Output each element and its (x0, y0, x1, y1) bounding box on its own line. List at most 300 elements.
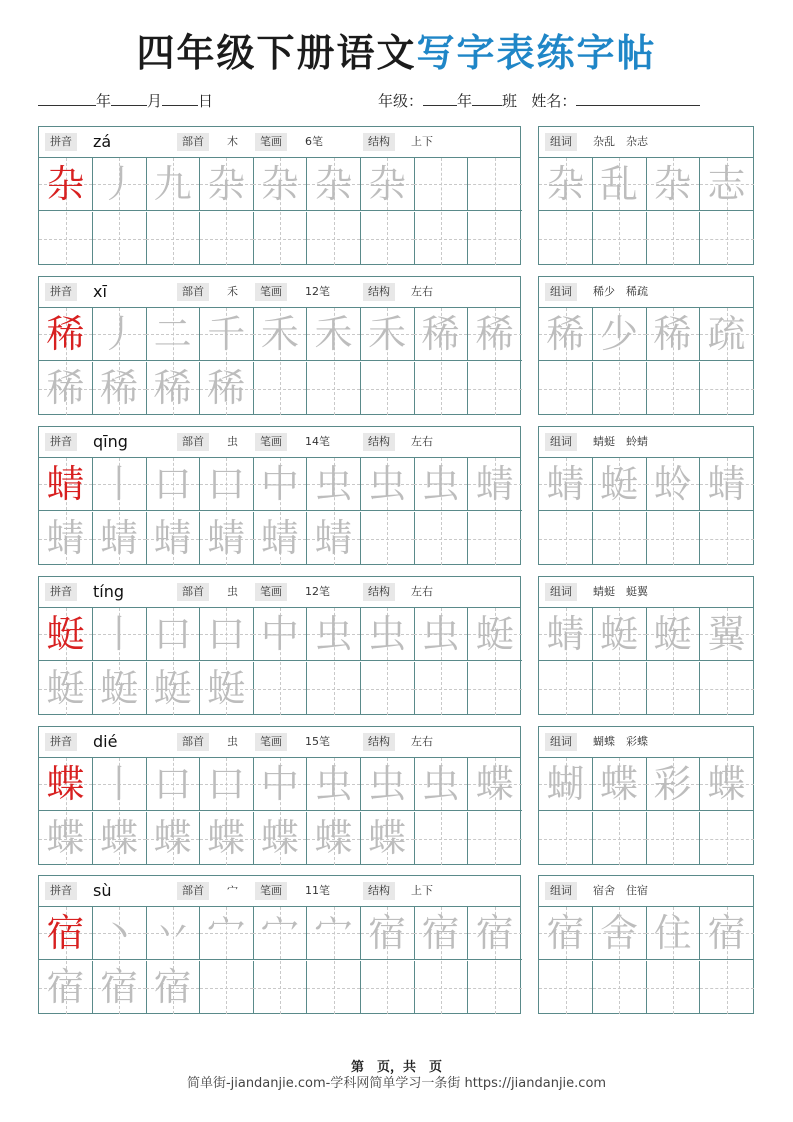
trace-char: 蜓 (100, 666, 139, 710)
practice-cell[interactable] (414, 308, 468, 361)
practice-cell[interactable] (307, 158, 361, 211)
structure-value: 左右 (411, 435, 433, 448)
pinyin-value: sù (93, 881, 112, 900)
practice-cell[interactable] (414, 608, 468, 661)
trace-char: 蝶 (314, 816, 353, 860)
words-header (539, 727, 753, 758)
strokes-value: 12笔 (305, 585, 330, 598)
words-header (539, 427, 753, 458)
char-info-header (39, 427, 520, 458)
word-trace-char: 蜻 (546, 612, 585, 656)
word-cell[interactable] (539, 512, 593, 565)
practice-cell[interactable] (93, 812, 147, 865)
trace-char: 蜻 (100, 516, 139, 560)
practice-cell[interactable] (93, 512, 147, 565)
strokes-value: 6笔 (305, 135, 323, 148)
word-cell[interactable] (646, 758, 700, 811)
word-trace-char: 宿 (546, 911, 585, 955)
structure-value: 上下 (411, 135, 433, 148)
words-value: 蝴蝶 彩蝶 (593, 735, 648, 748)
practice-cell[interactable] (361, 961, 415, 1014)
practice-cell[interactable] (146, 458, 200, 511)
practice-cell[interactable] (200, 758, 254, 811)
trace-char: 蜓 (153, 666, 192, 710)
words-value: 蜻蜓 蛉蜻 (593, 435, 648, 448)
practice-cell[interactable] (361, 907, 415, 960)
practice-cell[interactable] (200, 158, 254, 211)
trace-char: 丨 (100, 762, 139, 806)
practice-cell[interactable] (146, 608, 200, 661)
practice-cell[interactable] (93, 308, 147, 361)
trace-char: 杂 (368, 162, 407, 206)
trace-char: 蝶 (207, 816, 246, 860)
trace-char (93, 212, 146, 265)
practice-cell[interactable] (200, 812, 254, 865)
grade-year-label: 年 (457, 92, 473, 110)
word-cell[interactable] (593, 758, 647, 811)
practice-cell[interactable] (307, 907, 361, 960)
trace-char: 九 (153, 162, 192, 206)
word-cell[interactable] (700, 608, 754, 661)
practice-cell[interactable] (253, 308, 307, 361)
practice-cell[interactable] (307, 512, 361, 565)
practice-cell[interactable] (146, 212, 200, 265)
month-label: 月 (147, 92, 163, 110)
practice-cell[interactable] (414, 907, 468, 960)
words-label: 组词 (545, 882, 577, 900)
practice-cell[interactable] (253, 458, 307, 511)
practice-cell[interactable] (361, 158, 415, 211)
word-cell[interactable] (646, 961, 700, 1014)
practice-cell[interactable] (414, 458, 468, 511)
practice-cell[interactable] (414, 812, 468, 865)
word-cell[interactable] (700, 758, 754, 811)
char-info-header (39, 127, 520, 158)
practice-cell[interactable] (39, 362, 93, 415)
trace-char: 虫 (421, 462, 460, 506)
radical-label: 部首 (177, 882, 209, 900)
pinyin-label: 拼音 (45, 283, 77, 301)
trace-char: 二 (153, 312, 192, 356)
word-cell[interactable] (646, 308, 700, 361)
trace-char: 口 (207, 612, 246, 656)
practice-cell[interactable] (468, 458, 522, 511)
practice-cell[interactable] (468, 158, 522, 211)
word-cell[interactable] (646, 158, 700, 211)
word-cell[interactable] (700, 512, 754, 565)
trace-char (468, 961, 522, 1014)
practice-cell[interactable] (200, 608, 254, 661)
trace-char: 蜻 (260, 516, 299, 560)
practice-cell[interactable] (468, 758, 522, 811)
trace-char (253, 212, 306, 265)
word-cell[interactable] (539, 907, 593, 960)
practice-cell[interactable] (468, 662, 522, 715)
practice-cell[interactable] (146, 512, 200, 565)
practice-cell[interactable] (93, 608, 147, 661)
pinyin-label: 拼音 (45, 882, 77, 900)
word-cell[interactable] (700, 961, 754, 1014)
word-cell[interactable] (593, 458, 647, 511)
practice-cell[interactable] (361, 362, 415, 415)
day-blank[interactable] (162, 92, 198, 106)
trace-char: 蜻 (46, 516, 85, 560)
practice-cell[interactable] (361, 212, 415, 265)
practice-cell[interactable] (39, 662, 93, 715)
word-cell[interactable] (700, 812, 754, 865)
writing-panel (38, 426, 521, 565)
trace-char: 宀 (260, 911, 299, 955)
word-cell[interactable] (700, 308, 754, 361)
practice-cell[interactable] (414, 158, 468, 211)
trace-char: 宿 (46, 965, 85, 1009)
word-trace-char: 翼 (707, 612, 746, 656)
trace-char (146, 212, 199, 265)
practice-cell[interactable] (253, 212, 307, 265)
practice-cell[interactable] (253, 512, 307, 565)
writing-panel (38, 726, 521, 865)
trace-char: 丿 (100, 162, 139, 206)
practice-cell[interactable] (39, 458, 93, 511)
word-cell[interactable] (539, 961, 593, 1014)
radical-label: 部首 (177, 133, 209, 151)
word-trace-char: 稀 (653, 312, 692, 356)
title-part1: 四年级下册语文 (136, 31, 417, 75)
word-cell[interactable] (700, 212, 754, 265)
class-blank[interactable] (472, 92, 502, 106)
practice-cell[interactable] (361, 308, 415, 361)
word-cell[interactable] (593, 212, 647, 265)
word-cell[interactable] (539, 212, 593, 265)
word-cell[interactable] (593, 512, 647, 565)
trace-char (468, 662, 522, 715)
practice-cell[interactable] (468, 907, 522, 960)
practice-cell[interactable] (307, 961, 361, 1014)
word-cell[interactable] (700, 158, 754, 211)
radical-value: 虫 (227, 585, 238, 598)
practice-cell[interactable] (414, 212, 468, 265)
words-label: 组词 (545, 583, 577, 601)
practice-cell[interactable] (200, 212, 254, 265)
trace-char: 禾 (368, 312, 407, 356)
trace-char: 蜻 (207, 516, 246, 560)
strokes-value: 11笔 (305, 884, 330, 897)
practice-cell[interactable] (253, 907, 307, 960)
strokes-label: 笔画 (255, 283, 287, 301)
practice-cell[interactable] (468, 308, 522, 361)
practice-cell[interactable] (307, 362, 361, 415)
trace-char (307, 662, 360, 715)
practice-cell[interactable] (39, 158, 93, 211)
word-cell[interactable] (646, 907, 700, 960)
practice-cell[interactable] (93, 458, 147, 511)
practice-cell[interactable] (200, 458, 254, 511)
practice-cell[interactable] (307, 812, 361, 865)
trace-char: 千 (207, 312, 246, 356)
practice-cell[interactable] (468, 512, 522, 565)
words-header (539, 277, 753, 308)
word-cell[interactable] (593, 662, 647, 715)
practice-cell[interactable] (361, 512, 415, 565)
word-cell[interactable] (539, 812, 593, 865)
practice-cell[interactable] (200, 662, 254, 715)
trace-char: 蜓 (207, 666, 246, 710)
words-value: 杂乱 杂志 (593, 135, 648, 148)
trace-char (361, 961, 414, 1014)
word-cell[interactable] (646, 512, 700, 565)
practice-cell[interactable] (39, 212, 93, 265)
practice-cell[interactable] (468, 212, 522, 265)
word-cell[interactable] (539, 662, 593, 715)
practice-cell[interactable] (468, 608, 522, 661)
trace-char: 蜻 (153, 516, 192, 560)
practice-cell[interactable] (146, 362, 200, 415)
structure-label: 结构 (363, 133, 395, 151)
structure-label: 结构 (363, 733, 395, 751)
practice-cell[interactable] (414, 362, 468, 415)
trace-char: 蝶 (153, 816, 192, 860)
practice-cell[interactable] (39, 512, 93, 565)
word-cell[interactable] (539, 458, 593, 511)
practice-cell[interactable] (200, 308, 254, 361)
practice-cell[interactable] (414, 662, 468, 715)
practice-cell[interactable] (307, 458, 361, 511)
word-cell[interactable] (593, 362, 647, 415)
radical-value: 木 (227, 135, 238, 148)
trace-char (307, 961, 360, 1014)
word-trace-char: 杂 (653, 162, 692, 206)
word-trace-char: 蝴 (546, 762, 585, 806)
trace-char: 杂 (314, 162, 353, 206)
practice-cell[interactable] (414, 961, 468, 1014)
trace-char: 稀 (100, 366, 139, 410)
word-cell[interactable] (539, 608, 593, 661)
trace-char (414, 961, 467, 1014)
trace-char: 丷 (153, 911, 192, 955)
trace-char: 口 (153, 762, 192, 806)
practice-cell[interactable] (146, 758, 200, 811)
target-char: 杂 (46, 162, 85, 206)
strokes-label: 笔画 (255, 733, 287, 751)
practice-cell[interactable] (307, 758, 361, 811)
practice-cell[interactable] (253, 608, 307, 661)
trace-char (253, 961, 306, 1014)
word-cell[interactable] (593, 608, 647, 661)
title-part2: 写字表练字帖 (416, 31, 657, 75)
trace-char: 中 (260, 762, 299, 806)
page-number: 第 页，共 页 (350, 1060, 442, 1075)
trace-char: 宿 (100, 965, 139, 1009)
practice-cell[interactable] (39, 758, 93, 811)
practice-cell[interactable] (146, 812, 200, 865)
pinyin-label: 拼音 (45, 133, 77, 151)
practice-cell[interactable] (39, 608, 93, 661)
practice-cell[interactable] (146, 158, 200, 211)
words-panel (538, 726, 754, 865)
practice-cell[interactable] (414, 758, 468, 811)
trace-char (414, 662, 467, 715)
practice-cell[interactable] (93, 212, 147, 265)
name-blank[interactable] (576, 92, 700, 106)
trace-char (414, 512, 467, 565)
char-info-header (39, 876, 520, 907)
practice-cell[interactable] (39, 308, 93, 361)
structure-value: 左右 (411, 285, 433, 298)
trace-char: 禾 (314, 312, 353, 356)
trace-char (468, 212, 522, 265)
word-cell[interactable] (593, 158, 647, 211)
trace-char: 宀 (314, 911, 353, 955)
word-cell[interactable] (700, 662, 754, 715)
practice-cell[interactable] (468, 362, 522, 415)
practice-cell[interactable] (200, 362, 254, 415)
trace-char (253, 362, 306, 415)
grade-blank[interactable] (423, 92, 457, 106)
trace-char (468, 812, 522, 865)
practice-cell[interactable] (39, 961, 93, 1014)
practice-cell[interactable] (361, 458, 415, 511)
trace-char (307, 362, 360, 415)
writing-panel (38, 276, 521, 415)
pinyin-value: dié (93, 732, 118, 751)
word-cell[interactable] (700, 362, 754, 415)
practice-cell[interactable] (200, 512, 254, 565)
word-cell[interactable] (646, 362, 700, 415)
word-cell[interactable] (593, 308, 647, 361)
practice-cell[interactable] (93, 158, 147, 211)
trace-char: 宿 (368, 911, 407, 955)
word-cell[interactable] (593, 961, 647, 1014)
trace-char (468, 158, 522, 210)
practice-cell[interactable] (93, 961, 147, 1014)
word-trace-char: 蝶 (599, 762, 638, 806)
year-blank[interactable] (38, 92, 96, 106)
words-panel (538, 276, 754, 415)
word-trace-char: 疏 (707, 312, 746, 356)
day-label: 日 (198, 92, 214, 110)
practice-cell[interactable] (253, 758, 307, 811)
practice-cell[interactable] (307, 608, 361, 661)
practice-cell[interactable] (146, 961, 200, 1014)
word-cell[interactable] (646, 812, 700, 865)
strokes-label: 笔画 (255, 433, 287, 451)
practice-cell[interactable] (361, 608, 415, 661)
trace-char: 蜻 (475, 462, 514, 506)
practice-cell[interactable] (146, 308, 200, 361)
word-cell[interactable] (700, 458, 754, 511)
words-header (539, 577, 753, 608)
practice-cell[interactable] (146, 662, 200, 715)
trace-char: 虫 (421, 612, 460, 656)
practice-cell[interactable] (361, 812, 415, 865)
name-label: 姓名： (531, 92, 577, 110)
words-header (539, 127, 753, 158)
trace-char: 宀 (207, 911, 246, 955)
practice-cell[interactable] (200, 961, 254, 1014)
word-trace-char: 蝶 (707, 762, 746, 806)
practice-cell[interactable] (93, 662, 147, 715)
words-value: 稀少 稀疏 (593, 285, 648, 298)
trace-char: 虫 (421, 762, 460, 806)
writing-panel (38, 126, 521, 265)
words-label: 组词 (545, 733, 577, 751)
word-cell[interactable] (539, 158, 593, 211)
practice-cell[interactable] (253, 812, 307, 865)
trace-char: 稀 (421, 312, 460, 356)
word-cell[interactable] (539, 362, 593, 415)
trace-char: 虫 (314, 612, 353, 656)
year-label: 年 (96, 92, 112, 110)
word-cell[interactable] (646, 212, 700, 265)
practice-cell[interactable] (361, 662, 415, 715)
structure-label: 结构 (363, 882, 395, 900)
char-info-header (39, 277, 520, 308)
practice-cell[interactable] (200, 907, 254, 960)
practice-cell[interactable] (93, 907, 147, 960)
practice-cell[interactable] (468, 812, 522, 865)
practice-cell[interactable] (307, 308, 361, 361)
practice-cell[interactable] (253, 158, 307, 211)
word-trace-char: 彩 (653, 762, 692, 806)
practice-cell[interactable] (468, 961, 522, 1014)
word-trace-char: 蛉 (653, 462, 692, 506)
trace-char: 虫 (368, 462, 407, 506)
word-cell[interactable] (700, 907, 754, 960)
practice-cell[interactable] (39, 907, 93, 960)
word-trace-char: 蜻 (707, 462, 746, 506)
word-cell[interactable] (646, 662, 700, 715)
word-trace-char: 少 (599, 312, 638, 356)
trace-char: 丿 (100, 312, 139, 356)
trace-char: 口 (207, 762, 246, 806)
word-cell[interactable] (593, 907, 647, 960)
trace-char (39, 212, 92, 265)
word-cell[interactable] (539, 758, 593, 811)
target-char: 蜻 (46, 462, 85, 506)
word-trace-char: 蜓 (653, 612, 692, 656)
radical-label: 部首 (177, 283, 209, 301)
word-cell[interactable] (539, 308, 593, 361)
page-title (0, 22, 793, 77)
word-cell[interactable] (593, 812, 647, 865)
trace-char (414, 362, 467, 415)
trace-char (468, 362, 522, 415)
radical-value: 禾 (227, 285, 238, 298)
practice-cell[interactable] (253, 961, 307, 1014)
practice-cell[interactable] (361, 758, 415, 811)
practice-cell[interactable] (146, 907, 200, 960)
practice-cell[interactable] (307, 212, 361, 265)
trace-char (200, 212, 253, 265)
structure-value: 上下 (411, 884, 433, 897)
practice-cell[interactable] (93, 758, 147, 811)
month-blank[interactable] (111, 92, 147, 106)
word-trace-char: 蜻 (546, 462, 585, 506)
practice-cell[interactable] (253, 662, 307, 715)
practice-cell[interactable] (93, 362, 147, 415)
practice-cell[interactable] (39, 812, 93, 865)
practice-cell[interactable] (253, 362, 307, 415)
word-cell[interactable] (646, 608, 700, 661)
pinyin-label: 拼音 (45, 733, 77, 751)
word-cell[interactable] (646, 458, 700, 511)
practice-cell[interactable] (307, 662, 361, 715)
trace-char (414, 212, 467, 265)
practice-cell[interactable] (414, 512, 468, 565)
trace-char (361, 362, 414, 415)
trace-char: 虫 (368, 612, 407, 656)
trace-char: 丨 (100, 612, 139, 656)
